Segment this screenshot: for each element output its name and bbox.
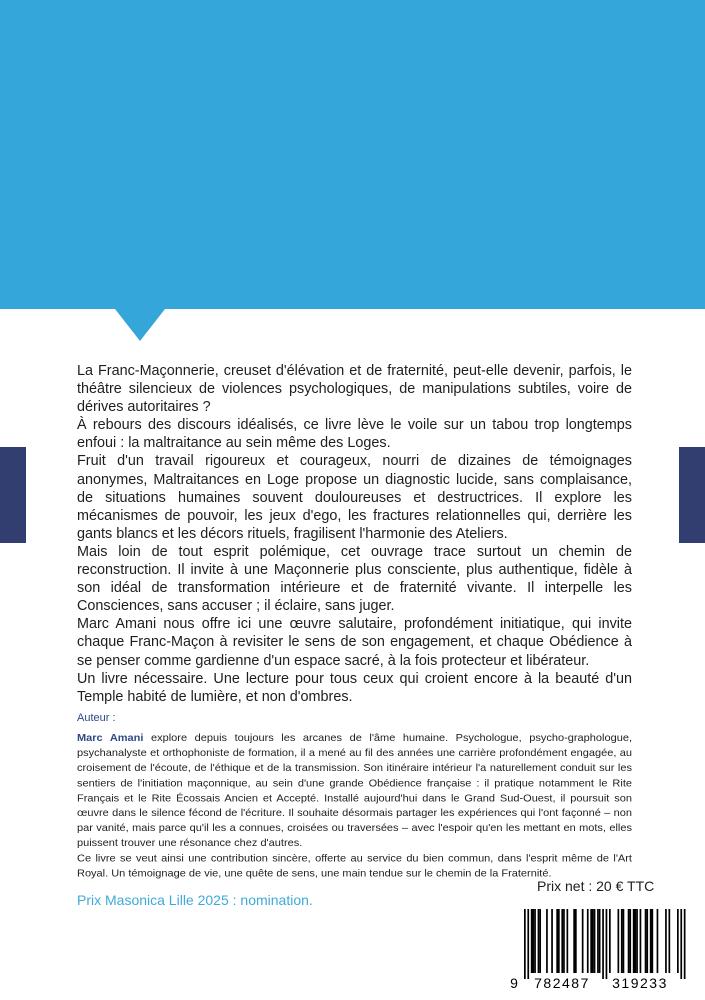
back-cover-blurb <box>77 362 632 706</box>
barcode-bar <box>606 909 608 979</box>
barcode-bar <box>636 909 638 973</box>
barcode-bar <box>592 909 594 973</box>
isbn-left-group: 782487 <box>534 975 590 991</box>
barcode-bar <box>599 909 601 973</box>
barcode-bar <box>527 909 529 979</box>
barcode-bar <box>587 909 589 973</box>
cover-banner <box>0 0 705 345</box>
barcode-bar <box>640 909 642 973</box>
isbn-right-group: 319233 <box>612 975 668 991</box>
isbn-lead-digit: 9 <box>510 975 518 991</box>
barcode-bar <box>556 909 558 973</box>
barcode-bar <box>628 909 630 973</box>
barcode-bar <box>534 909 536 973</box>
banner-shape <box>0 0 705 341</box>
barcode-bar <box>531 909 533 973</box>
blurb-paragraph: Marc Amani nous offre ici une œuvre salutaire, profondément initiatique, qui invite chaque Franc-Maçon à revisiter le sens de son engagement, et chaque Obédience à se penser comme gardienne d'un espace sacré, à la fois protecteur et libérateur. <box>77 616 632 669</box>
barcode-bar <box>684 909 686 979</box>
barcode-bar <box>573 909 575 973</box>
barcode-bar <box>563 909 565 973</box>
barcode-bar <box>645 909 647 973</box>
barcode-bar <box>609 909 611 973</box>
left-edge-tab <box>0 447 26 543</box>
barcode-bar <box>621 909 623 973</box>
barcode-bar <box>561 909 563 973</box>
barcode-bar <box>680 909 682 979</box>
barcode-bar <box>602 909 604 979</box>
barcode-bar <box>669 909 671 973</box>
barcode-bar <box>623 909 625 973</box>
barcode-bar <box>558 909 560 973</box>
author-closing: Ce livre se veut ainsi une contribution sincère, offerte au service du bien commun, dans l'esprit même de l'Art Royal. Un témoignage de vie, une quête de sens, une main tendue sur le chemin de la Fraternité. <box>77 852 632 879</box>
barcode-bar <box>665 909 667 973</box>
price-label: Prix net : 20 € TTC <box>537 878 655 894</box>
barcode-bar <box>575 909 577 973</box>
barcode-bar <box>582 909 584 973</box>
blurb-paragraph: Un livre nécessaire. Une lecture pour tous ceux qui croient encore à la beauté d'un Temple habité de lumière, et non d'ombres. <box>77 670 632 705</box>
blurb-paragraph: La Franc-Maçonnerie, creuset d'élévation et de fraternité, peut-elle devenir, parfois, le théâtre silencieux de violences psychologiques, de manipulations subtiles, voire de dérives autoritaires ? <box>77 363 632 416</box>
author-bio-paragraph <box>77 731 632 851</box>
barcode-bar <box>635 909 637 973</box>
barcode-bar <box>551 909 553 973</box>
barcode-bar <box>677 909 679 973</box>
barcode-bar <box>652 909 654 973</box>
barcode-bar <box>646 909 648 973</box>
author-bio <box>77 731 632 881</box>
blurb-paragraph: Fruit d'un travail rigoureux et courageux, nourri de dizaines de témoignages anonymes, Maltraitances en Loge propose un diagnostic lucide, sans complaisance, de situations humaines souvent douloureuses et destructrices. Il explore les mécanismes de pouvoir, les jeux d'ego, les fractures relationnelles qui, derrière les gants blancs et les décors rituels, fragilisent l'harmonie des Ateliers. <box>77 453 632 542</box>
barcode-bar <box>546 909 548 973</box>
barcode-bar <box>650 909 652 973</box>
isbn-barcode <box>504 905 695 991</box>
barcode-bar <box>629 909 631 973</box>
barcode-bar <box>594 909 596 973</box>
barcode-bar <box>538 909 540 973</box>
barcode-bar <box>533 909 535 973</box>
barcode-bar <box>539 909 541 973</box>
barcode-bar <box>657 909 659 973</box>
barcode-bar <box>633 909 635 973</box>
barcode-bar <box>597 909 599 973</box>
barcode-bar <box>567 909 569 973</box>
barcode-bar <box>618 909 620 973</box>
award-note: Prix Masonica Lille 2025 : nomination. <box>77 892 313 908</box>
right-edge-tab <box>679 447 705 543</box>
author-name: Marc Amani <box>77 732 144 744</box>
author-heading: Auteur : <box>77 712 116 724</box>
barcode-bar <box>524 909 526 979</box>
blurb-paragraph: Mais loin de tout esprit polémique, cet ouvrage trace surtout un chemin de reconstruction. Il invite à une Maçonnerie plus consciente, plus authentique, fidèle à son idéal de transformation intérieure et de fraternité vivante. Il interpelle les Consciences, sans accuser ; il éclaire, sans juger. <box>77 543 632 615</box>
blurb-paragraph: À rebours des discours idéalisés, ce livre lève le voile sur un tabou trop longtemps enfoui : la maltraitance au sein même des Loges. <box>77 417 632 452</box>
barcode-bars <box>524 909 686 979</box>
barcode-bar <box>590 909 592 973</box>
author-bio-text: explore depuis toujours les arcanes de l'âme humaine. Psychologue, psycho-graphologue, psychanalyste et orthophoniste de formation, il a mené au fil des années une carrière profondément engagée, au croisement de l'écoute, de l'éthique et de la transmission. Son itinéraire intérieur l'a naturellement conduit sur les sentiers de l'initiation maçonnique, au sein d'une grande Obédience française : il pratique notamment le Rite Français et le Rite Écossais Ancien et Accepté. Installé aujourd'hui dans le Grand Sud-Ouest, il poursuit son œuvre dans le silence fécond de l'écriture. Il souhaite désormais partager les expériences qui l'ont façonné – non par vanité, mais parce qu'il les a connues, croisées ou traversées – avec l'espoir qu'en les mettant en mots, elles puissent trouver une résonance chez d'autres. <box>77 732 633 849</box>
